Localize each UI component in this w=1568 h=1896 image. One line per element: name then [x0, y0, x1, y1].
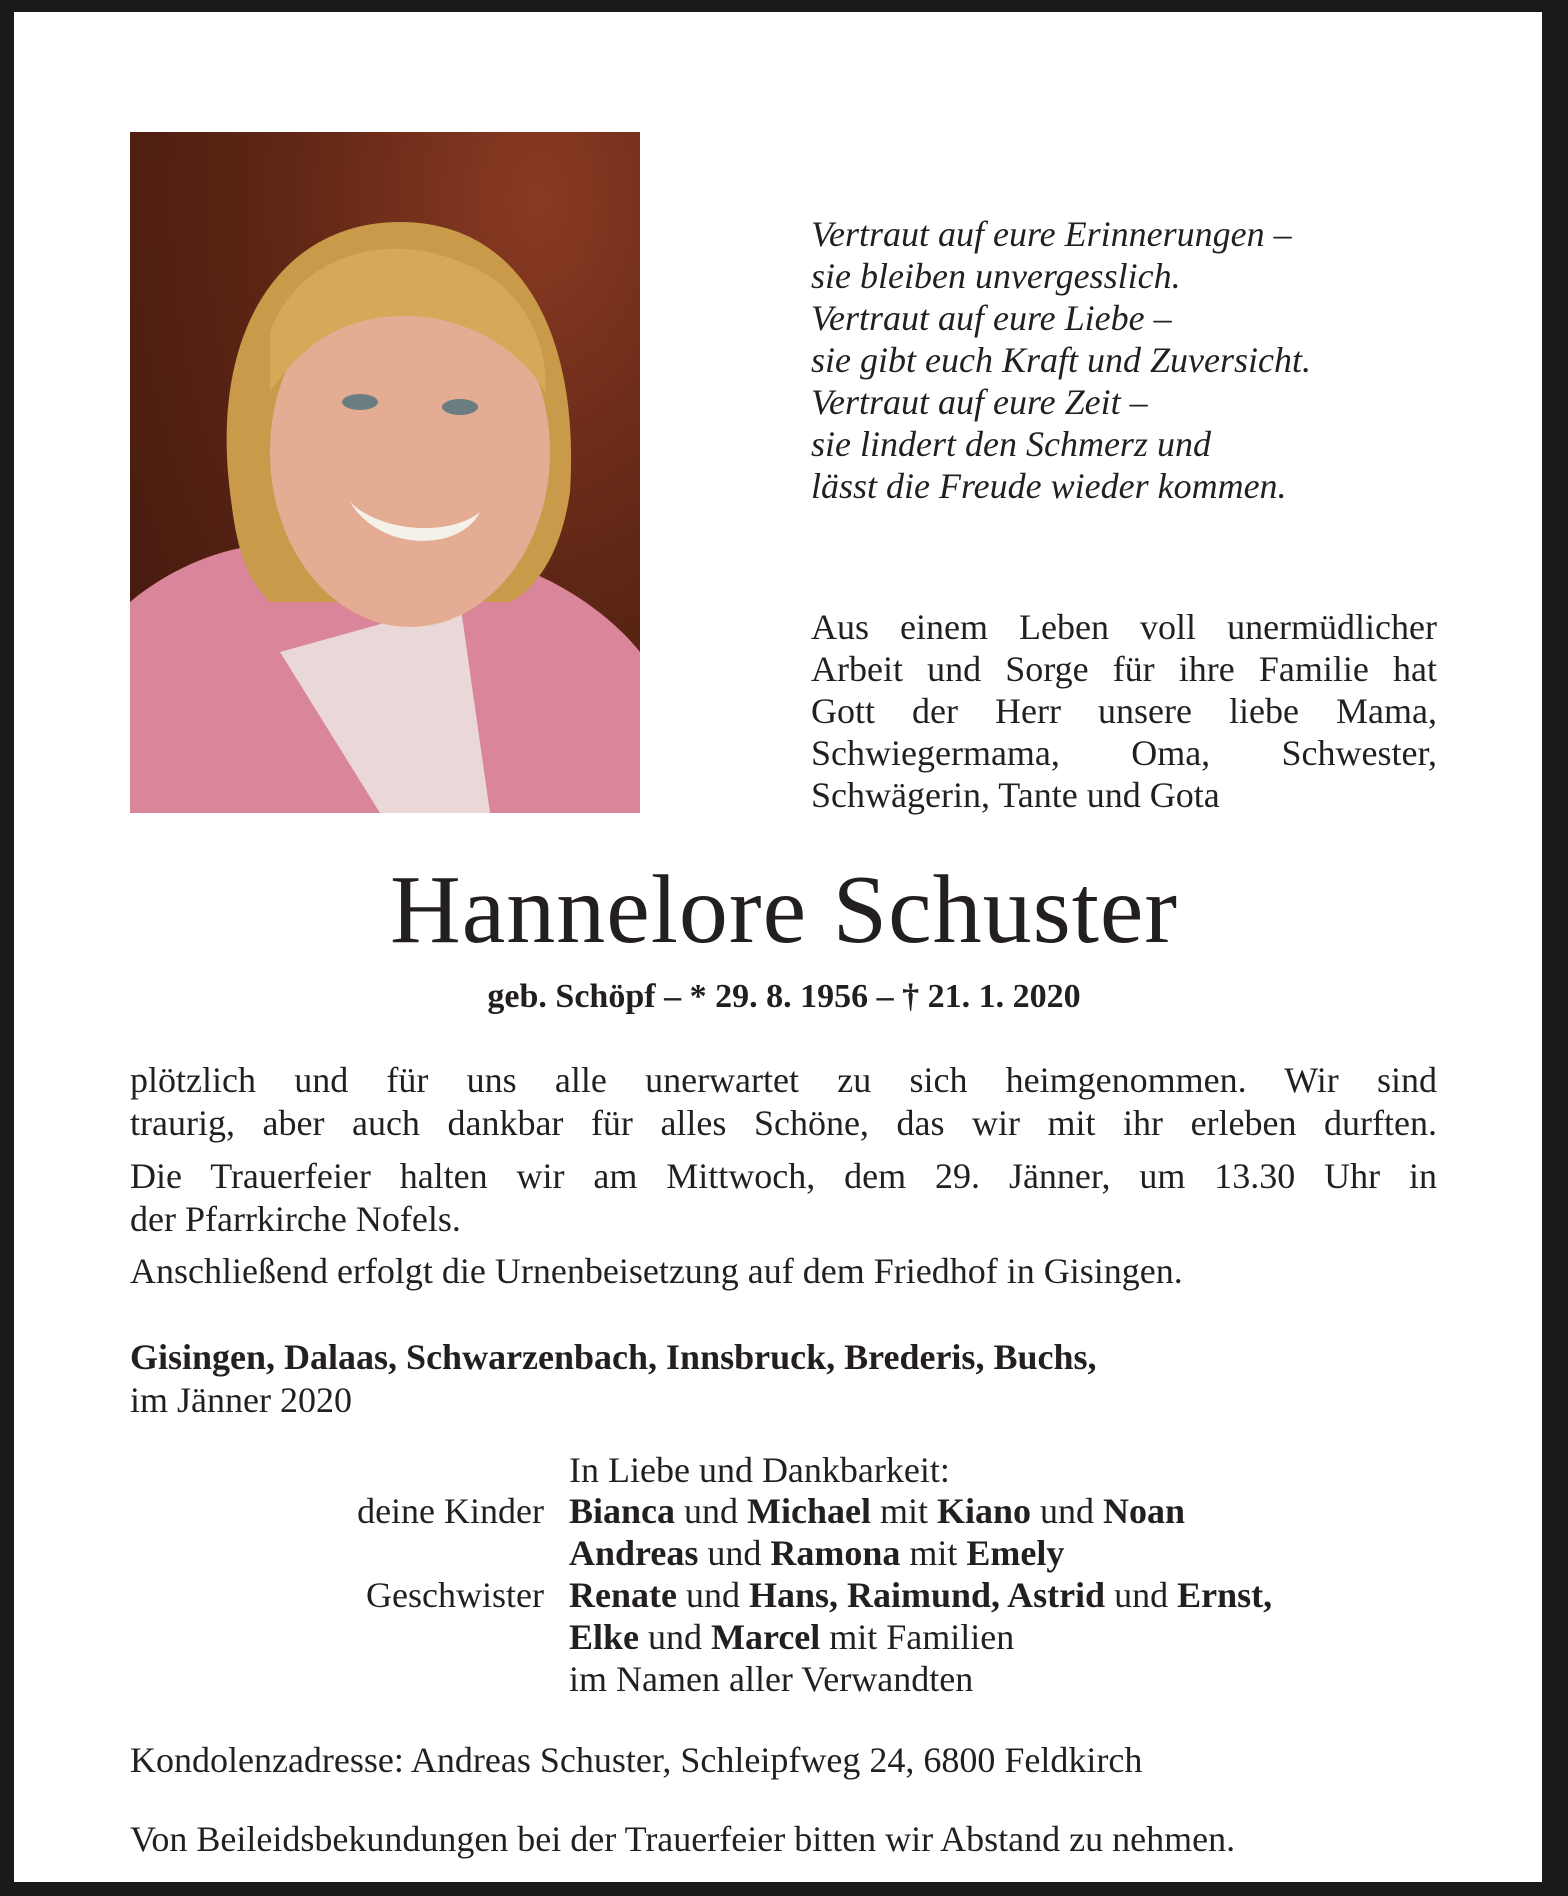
poem-line: Vertraut auf eure Erinnerungen – — [811, 214, 1292, 254]
label-siblings: Geschwister — [366, 1575, 544, 1615]
name: Noan — [1103, 1491, 1186, 1531]
family-row — [569, 1532, 1064, 1574]
poem-line: sie gibt euch Kraft und Zuversicht. — [811, 340, 1311, 380]
portrait-image — [130, 132, 640, 813]
intro-line: Aus einem Leben voll unermüdlicher — [811, 607, 1437, 647]
connector: und — [675, 1491, 748, 1531]
connector: und — [1031, 1491, 1104, 1531]
name: Ernst, — [1177, 1575, 1273, 1615]
name: Hans, Raimund, Astrid — [748, 1575, 1106, 1615]
name: Renate — [569, 1575, 677, 1615]
name: Bianca — [569, 1491, 676, 1531]
name: Emely — [966, 1533, 1065, 1573]
family-closing: im Namen aller Verwandten — [569, 1659, 974, 1699]
poem-line: Vertraut auf eure Liebe – — [811, 298, 1172, 338]
date-line: im Jänner 2020 — [130, 1380, 352, 1420]
condolence-address: Kondolenzadresse: Andreas Schuster, Schleipfweg 24, 6800 Feldkirch — [130, 1740, 1143, 1780]
intro-line: Arbeit und Sorge für ihre Familie hat — [811, 649, 1437, 689]
name: Elke — [569, 1617, 640, 1657]
poem-line: lässt die Freude wieder kommen. — [811, 466, 1287, 506]
intro-line: Schwägerin, Tante und Gota — [811, 775, 1220, 815]
poem-line: sie bleiben unvergesslich. — [811, 256, 1181, 296]
family-row — [569, 1616, 1014, 1658]
portrait-photo — [130, 132, 640, 813]
body-line: Die Trauerfeier halten wir am Mittwoch, dem 29. Jänner, um 13.30 Uhr in — [130, 1156, 1437, 1196]
connector: und — [1105, 1575, 1178, 1615]
family-row — [569, 1490, 1185, 1532]
body-line: plötzlich und für uns alle unerwartet zu sich heimgenommen. Wir sind — [130, 1060, 1437, 1100]
label-children: deine Kinder — [357, 1491, 544, 1531]
connector: mit — [870, 1491, 937, 1531]
intro-line: Gott der Herr unsere liebe Mama, — [811, 691, 1437, 731]
body-line: traurig, aber auch dankbar für alles Schöne, das wir mit ihr erleben durften. — [130, 1103, 1437, 1143]
intro-line: Schwiegermama, Oma, Schwester, — [811, 733, 1437, 773]
family-row — [569, 1574, 1272, 1616]
name: Andreas — [569, 1533, 699, 1573]
body-line: Anschließend erfolgt die Urnenbeisetzung auf dem Friedhof in Gisingen. — [130, 1251, 1183, 1291]
connector: und — [639, 1617, 712, 1657]
connector: mit Familien — [820, 1617, 1015, 1657]
condolence-request: Von Beileidsbekundungen bei der Trauerfeier bitten wir Abstand zu nehmen. — [130, 1819, 1236, 1859]
connector: und — [676, 1575, 749, 1615]
poem-line: sie lindert den Schmerz und — [811, 424, 1211, 464]
name: Marcel — [711, 1617, 821, 1657]
life-dates: geb. Schöpf – * 29. 8. 1956 – † 21. 1. 2020 — [487, 978, 1081, 1015]
places-line: Gisingen, Dalaas, Schwarzenbach, Innsbruck, Brederis, Buchs, — [130, 1337, 1097, 1377]
family-heading: In Liebe und Dankbarkeit: — [569, 1450, 950, 1490]
connector: und — [698, 1533, 771, 1573]
deceased-name: Hannelore Schuster — [389, 856, 1179, 964]
poem-line: Vertraut auf eure Zeit – — [811, 382, 1148, 422]
connector: mit — [900, 1533, 967, 1573]
name: Kiano — [937, 1491, 1032, 1531]
name: Michael — [747, 1491, 871, 1531]
body-line: der Pfarrkirche Nofels. — [130, 1199, 461, 1239]
name: Ramona — [770, 1533, 901, 1573]
